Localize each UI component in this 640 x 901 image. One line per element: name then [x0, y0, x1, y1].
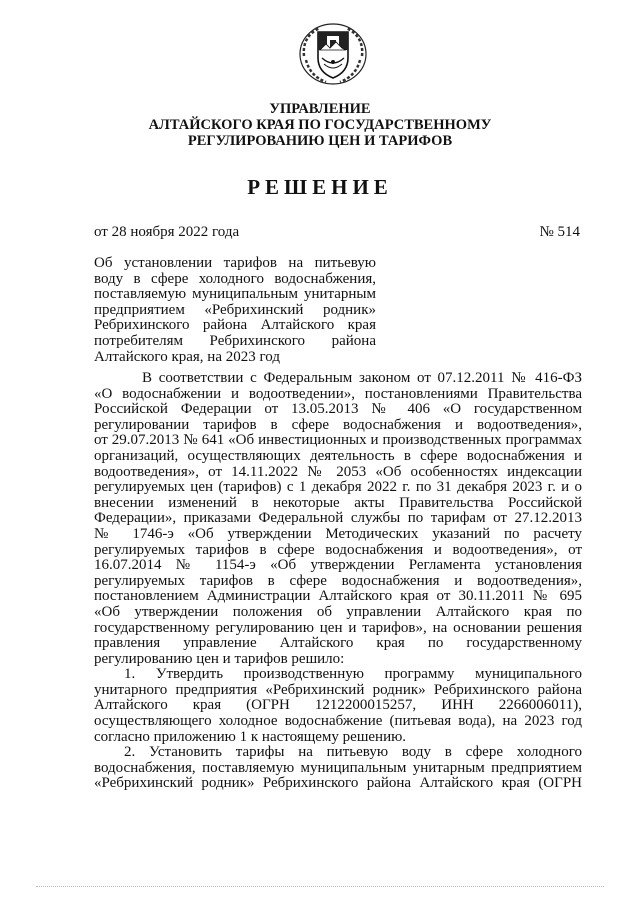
coat-of-arms-icon — [298, 22, 368, 86]
subject-line: предприятием «Ребрихинский родник» — [94, 301, 376, 318]
body-line: 2. Установить тарифы на питьевую воду в сфере холодного — [124, 745, 582, 761]
body-line: согласно приложению 1 к настоящему решению. — [94, 729, 407, 745]
body-line: 1. Утвердить производственную программу муниципального — [124, 667, 582, 683]
body-line: постановлением Администрации Алтайского края от 30.11.2011 № 695 — [94, 589, 582, 605]
body-line: водоснабжения, поставляемую муниципальным унитарным предприятием — [94, 760, 582, 776]
document-date: от 28 ноября 2022 года — [94, 224, 240, 240]
body-line: Алтайского края (ОГРН 1212200015257, ИНН 2266006011), — [94, 698, 582, 714]
body-line: «О водоснабжении и водоотведении», постановлениями Правительства — [94, 386, 582, 402]
body-line: регулируемых тарифов в сфере водоснабжения и водоотведения», — [94, 573, 582, 589]
subject-line: Алтайского края, на 2023 год — [94, 348, 280, 365]
document-subject — [94, 256, 376, 365]
document-body — [94, 371, 582, 792]
agency-line: УПРАВЛЕНИЕ — [269, 101, 371, 117]
body-line: В соответствии с Федеральным законом от 07.12.2011 № 416-ФЗ — [142, 371, 582, 386]
subject-line: воду в сфере холодного водоснабжения, — [94, 270, 376, 287]
body-line: водоотведения», от 14.11.2022 № 2053 «Об особенностях индексации — [94, 464, 582, 480]
subject-line: поставляемую муниципальным унитарным — [94, 286, 376, 303]
body-line: организаций, осуществляющих деятельность в сфере водоснабжения и — [94, 448, 582, 464]
agency-line: АЛТАЙСКОГО КРАЯ ПО ГОСУДАРСТВЕННОМУ — [148, 117, 492, 133]
body-line: Федерации», приказами Федеральной службы по тарифам от 27.12.2013 — [94, 511, 582, 527]
body-line: государственному регулированию цен и тарифов», на основании решения — [94, 620, 582, 636]
subject-line: Ребрихинского района Алтайского края — [94, 317, 376, 334]
body-line: № 1746-э «Об утверждении Методических указаний по расчету — [94, 526, 582, 542]
document-number: № 514 — [539, 224, 580, 240]
body-line: регулированию цен и тарифов решило: — [94, 651, 345, 667]
body-line: Российской Федерации от 13.05.2013 № 406 «О государственном — [94, 402, 582, 418]
body-line: унитарного предприятия «Ребрихинский родник» Ребрихинского района — [94, 682, 582, 698]
subject-line: потребителям Ребрихинского района — [94, 332, 376, 349]
body-line: правления управление Алтайского края по государственному — [94, 636, 582, 652]
document-type-title: РЕШЕНИЕ — [247, 175, 393, 199]
body-line: регулировании тарифов в сфере водоснабжения и водоотведения», — [94, 417, 582, 433]
body-line: регулируемых цен (тарифов) с 1 декабря 2022 г. по 31 декабря 2023 г. и о — [94, 480, 582, 496]
body-line: 16.07.2014 № 1154-э «Об утверждении Регламента установления — [94, 558, 582, 574]
agency-line: РЕГУЛИРОВАНИЮ ЦЕН И ТАРИФОВ — [187, 133, 453, 149]
agency-name — [0, 101, 640, 149]
subject-line: Об установлении тарифов на питьевую — [94, 255, 376, 271]
page-bottom-divider — [36, 886, 604, 887]
body-line: «Ребрихинский родник» Ребрихинского района Алтайского края (ОГРН — [94, 776, 582, 792]
body-line: от 29.07.2013 № 641 «Об инвестиционных и производственных программах — [94, 433, 582, 449]
body-line: «Об утверждении положения об управлении Алтайского края по — [94, 604, 582, 620]
body-line: регулируемых тарифов в сфере водоснабжения и водоотведения», от — [94, 542, 582, 558]
body-line: внесении изменений в некоторые акты Правительства Российской — [94, 495, 582, 511]
body-line: осуществляющего холодное водоснабжение (питьевая вода), на 2023 год — [94, 714, 582, 730]
